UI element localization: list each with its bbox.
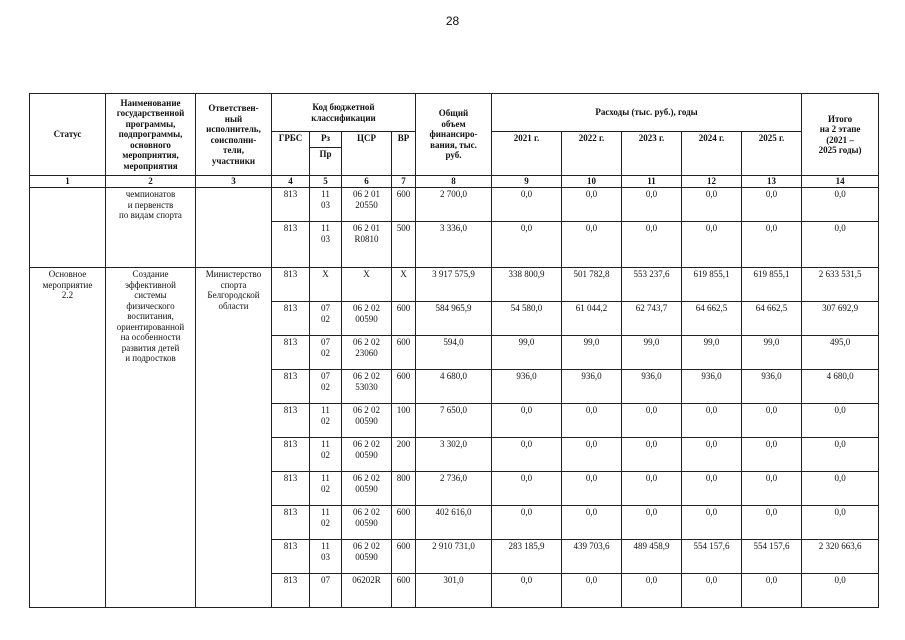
status-cell: Основное мероприятие 2.2: [30, 268, 106, 608]
year-2021-cell: 0,0: [492, 438, 562, 472]
year-2025-cell: 0,0: [742, 404, 802, 438]
csr-cell: 06202R: [342, 574, 392, 608]
year-2023-cell: 62 743,7: [622, 302, 682, 336]
stage-total-cell: 0,0: [802, 472, 879, 506]
year-2025-cell: 554 157,6: [742, 540, 802, 574]
year-2022-cell: 936,0: [562, 370, 622, 404]
grbs-cell: 813: [272, 222, 310, 268]
vr-cell: 800: [392, 472, 416, 506]
stage-total-cell: 2 320 663,6: [802, 540, 879, 574]
year-2024-cell: 0,0: [682, 404, 742, 438]
column-number: 9: [492, 176, 562, 188]
csr-cell: 06 2 02 00590: [342, 540, 392, 574]
rz-pr-cell: 11 03: [310, 188, 342, 222]
vr-cell: 600: [392, 302, 416, 336]
year-2022-cell: 501 782,8: [562, 268, 622, 302]
table-row: [30, 188, 879, 222]
rz-pr-cell: 07: [310, 574, 342, 608]
csr-cell: 06 2 02 23060: [342, 336, 392, 370]
rz-pr-cell: 11 02: [310, 404, 342, 438]
column-number: 6: [342, 176, 392, 188]
year-2023-cell: 0,0: [622, 574, 682, 608]
total-cell: 2 910 731,0: [416, 540, 492, 574]
year-2024-cell: 64 662,5: [682, 302, 742, 336]
header-vr: ВР: [392, 132, 416, 176]
year-2024-cell: 0,0: [682, 472, 742, 506]
total-cell: 4 680,0: [416, 370, 492, 404]
program-name-cell: чемпионатов и первенств по видам спорта: [106, 188, 196, 268]
responsible-cell: [196, 188, 272, 268]
year-2022-cell: 0,0: [562, 404, 622, 438]
column-number: 5: [310, 176, 342, 188]
vr-cell: 600: [392, 188, 416, 222]
header-stage-total: Итого на 2 этапе (2021 – 2025 годы): [802, 94, 879, 176]
rz-pr-cell: 11 02: [310, 506, 342, 540]
header-year-2025: 2025 г.: [742, 132, 802, 176]
year-2021-cell: 0,0: [492, 574, 562, 608]
grbs-cell: 813: [272, 336, 310, 370]
header-grbs: ГРБС: [272, 132, 310, 176]
column-number: 7: [392, 176, 416, 188]
stage-total-cell: 307 692,9: [802, 302, 879, 336]
grbs-cell: 813: [272, 506, 310, 540]
year-2025-cell: 0,0: [742, 222, 802, 268]
year-2022-cell: 439 703,6: [562, 540, 622, 574]
page-number: 28: [445, 14, 460, 28]
header-year-2023: 2023 г.: [622, 132, 682, 176]
total-cell: 7 650,0: [416, 404, 492, 438]
vr-cell: Х: [392, 268, 416, 302]
rz-pr-cell: 11 02: [310, 438, 342, 472]
total-cell: 301,0: [416, 574, 492, 608]
csr-cell: Х: [342, 268, 392, 302]
grbs-cell: 813: [272, 302, 310, 336]
csr-cell: 06 2 02 00590: [342, 438, 392, 472]
total-cell: 3 336,0: [416, 222, 492, 268]
year-2024-cell: 0,0: [682, 438, 742, 472]
vr-cell: 600: [392, 336, 416, 370]
vr-cell: 600: [392, 370, 416, 404]
year-2021-cell: 0,0: [492, 404, 562, 438]
year-2021-cell: 54 580,0: [492, 302, 562, 336]
vr-cell: 600: [392, 540, 416, 574]
stage-total-cell: 0,0: [802, 188, 879, 222]
year-2025-cell: 936,0: [742, 370, 802, 404]
year-2025-cell: 0,0: [742, 574, 802, 608]
rz-pr-cell: 11 03: [310, 222, 342, 268]
year-2023-cell: 99,0: [622, 336, 682, 370]
year-2023-cell: 0,0: [622, 438, 682, 472]
year-2022-cell: 0,0: [562, 506, 622, 540]
header-responsible: Ответствен- ный исполнитель, соисполни- тели, участники: [196, 94, 272, 176]
header-year-2021: 2021 г.: [492, 132, 562, 176]
header-year-2024: 2024 г.: [682, 132, 742, 176]
year-2025-cell: 0,0: [742, 506, 802, 540]
csr-cell: 06 2 02 53030: [342, 370, 392, 404]
column-number: 11: [622, 176, 682, 188]
grbs-cell: 813: [272, 438, 310, 472]
header-pr: Пр: [310, 148, 342, 176]
year-2024-cell: 936,0: [682, 370, 742, 404]
year-2023-cell: 489 458,9: [622, 540, 682, 574]
vr-cell: 500: [392, 222, 416, 268]
year-2022-cell: 0,0: [562, 574, 622, 608]
grbs-cell: 813: [272, 540, 310, 574]
column-number: 8: [416, 176, 492, 188]
total-cell: 2 736,0: [416, 472, 492, 506]
stage-total-cell: 0,0: [802, 222, 879, 268]
year-2022-cell: 99,0: [562, 336, 622, 370]
column-number: 2: [106, 176, 196, 188]
total-cell: 594,0: [416, 336, 492, 370]
year-2024-cell: 0,0: [682, 506, 742, 540]
year-2023-cell: 0,0: [622, 404, 682, 438]
column-number: 14: [802, 176, 879, 188]
csr-cell: 06 2 02 00590: [342, 302, 392, 336]
year-2021-cell: 338 800,9: [492, 268, 562, 302]
year-2025-cell: 619 855,1: [742, 268, 802, 302]
year-2022-cell: 0,0: [562, 222, 622, 268]
csr-cell: 06 2 01 R0810: [342, 222, 392, 268]
csr-cell: 06 2 02 00590: [342, 404, 392, 438]
year-2025-cell: 0,0: [742, 188, 802, 222]
year-2025-cell: 99,0: [742, 336, 802, 370]
csr-cell: 06 2 02 00590: [342, 506, 392, 540]
year-2024-cell: 0,0: [682, 574, 742, 608]
program-name-cell: Создание эффективной системы физического воспитания, ориентированной на особенности развития детей и подростков: [106, 268, 196, 608]
column-number: 12: [682, 176, 742, 188]
year-2024-cell: 554 157,6: [682, 540, 742, 574]
year-2021-cell: 99,0: [492, 336, 562, 370]
stage-total-cell: 2 633 531,5: [802, 268, 879, 302]
csr-cell: 06 2 02 00590: [342, 472, 392, 506]
vr-cell: 100: [392, 404, 416, 438]
year-2022-cell: 0,0: [562, 438, 622, 472]
rz-pr-cell: 07 02: [310, 336, 342, 370]
grbs-cell: 813: [272, 404, 310, 438]
header-total: Общий объем финансиро- вания, тыс. руб.: [416, 94, 492, 176]
year-2021-cell: 0,0: [492, 472, 562, 506]
year-2024-cell: 99,0: [682, 336, 742, 370]
year-2023-cell: 553 237,6: [622, 268, 682, 302]
csr-cell: 06 2 01 20550: [342, 188, 392, 222]
stage-total-cell: 0,0: [802, 574, 879, 608]
column-number: 10: [562, 176, 622, 188]
year-2021-cell: 283 185,9: [492, 540, 562, 574]
rz-pr-cell: 11 03: [310, 540, 342, 574]
year-2023-cell: 0,0: [622, 472, 682, 506]
header-year-2022: 2022 г.: [562, 132, 622, 176]
year-2021-cell: 0,0: [492, 222, 562, 268]
stage-total-cell: 495,0: [802, 336, 879, 370]
year-2024-cell: 0,0: [682, 188, 742, 222]
year-2025-cell: 0,0: [742, 438, 802, 472]
header-csr: ЦСР: [342, 132, 392, 176]
year-2024-cell: 0,0: [682, 222, 742, 268]
vr-cell: 600: [392, 574, 416, 608]
year-2025-cell: 0,0: [742, 472, 802, 506]
year-2023-cell: 0,0: [622, 506, 682, 540]
grbs-cell: 813: [272, 472, 310, 506]
year-2023-cell: 936,0: [622, 370, 682, 404]
grbs-cell: 813: [272, 370, 310, 404]
rz-pr-cell: 07 02: [310, 302, 342, 336]
column-number: 3: [196, 176, 272, 188]
rz-pr-cell: 07 02: [310, 370, 342, 404]
total-cell: 2 700,0: [416, 188, 492, 222]
header-program-name: Наименование государственной программы, подпрограммы, основного мероприятия, мероприятия: [106, 94, 196, 176]
year-2023-cell: 0,0: [622, 222, 682, 268]
stage-total-cell: 0,0: [802, 404, 879, 438]
rz-pr-cell: Х: [310, 268, 342, 302]
header-budget-code: Код бюджетной классификации: [272, 94, 416, 132]
year-2022-cell: 0,0: [562, 472, 622, 506]
grbs-cell: 813: [272, 188, 310, 222]
header-status: Статус: [30, 94, 106, 176]
header-expenses: Расходы (тыс. руб.), годы: [492, 94, 802, 132]
year-2025-cell: 64 662,5: [742, 302, 802, 336]
header-rz: Рз: [310, 132, 342, 148]
year-2021-cell: 0,0: [492, 188, 562, 222]
table-row: [30, 268, 879, 302]
stage-total-cell: 4 680,0: [802, 370, 879, 404]
year-2021-cell: 0,0: [492, 506, 562, 540]
budget-table: [29, 93, 879, 608]
grbs-cell: 813: [272, 574, 310, 608]
table-body: [30, 188, 879, 608]
grbs-cell: 813: [272, 268, 310, 302]
responsible-cell: Министерство спорта Белгородской области: [196, 268, 272, 608]
year-2024-cell: 619 855,1: [682, 268, 742, 302]
status-cell: [30, 188, 106, 268]
stage-total-cell: 0,0: [802, 438, 879, 472]
column-number: 4: [272, 176, 310, 188]
rz-pr-cell: 11 02: [310, 472, 342, 506]
year-2022-cell: 61 044,2: [562, 302, 622, 336]
year-2021-cell: 936,0: [492, 370, 562, 404]
total-cell: 584 965,9: [416, 302, 492, 336]
vr-cell: 600: [392, 506, 416, 540]
column-number: 1: [30, 176, 106, 188]
stage-total-cell: 0,0: [802, 506, 879, 540]
vr-cell: 200: [392, 438, 416, 472]
total-cell: 3 302,0: [416, 438, 492, 472]
total-cell: 402 616,0: [416, 506, 492, 540]
column-number: 13: [742, 176, 802, 188]
year-2023-cell: 0,0: [622, 188, 682, 222]
total-cell: 3 917 575,9: [416, 268, 492, 302]
year-2022-cell: 0,0: [562, 188, 622, 222]
